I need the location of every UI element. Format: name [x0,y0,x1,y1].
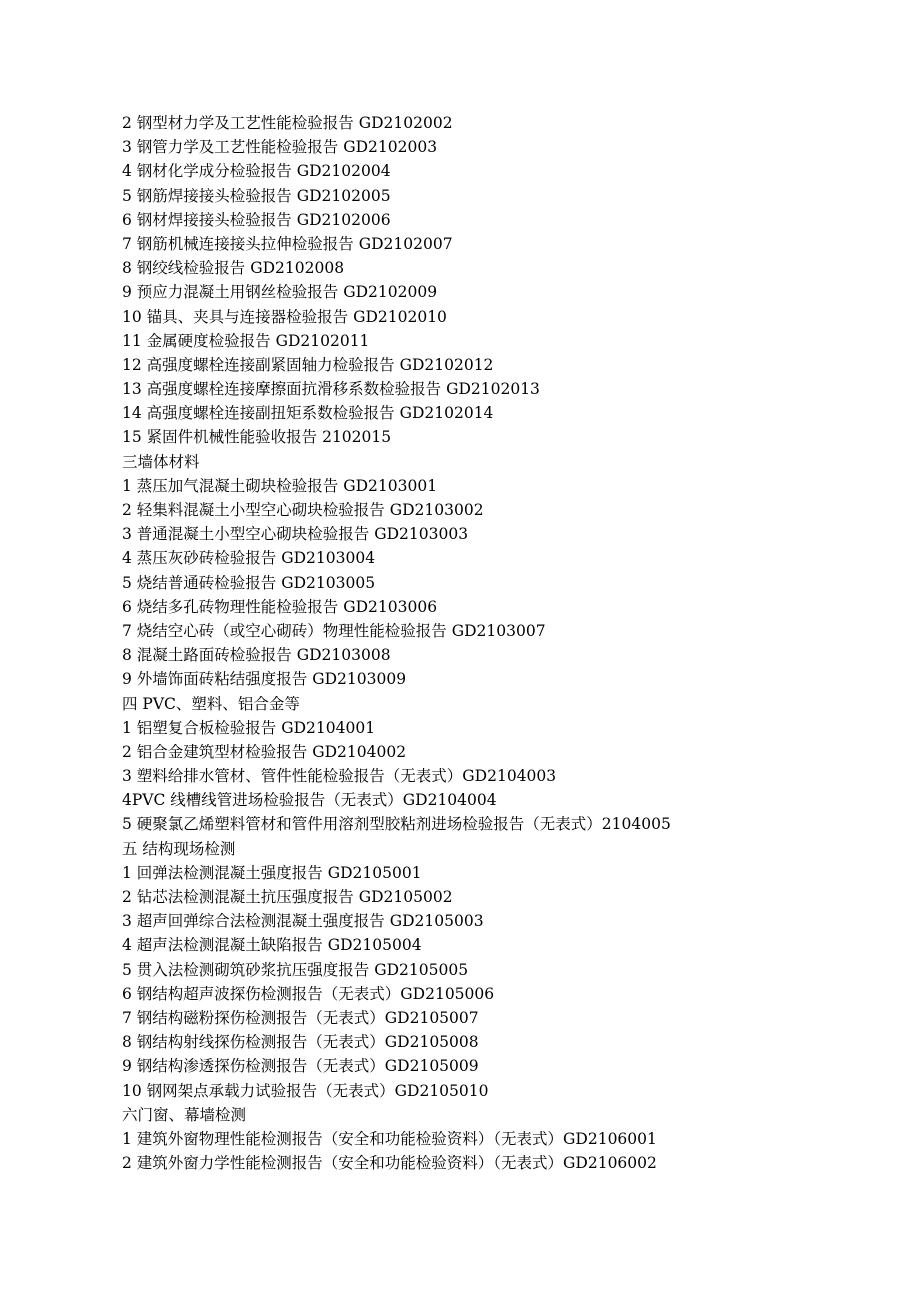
list-item: 1 铝塑复合板检验报告 GD2104001 [122,718,376,737]
list-item: 13 高强度螺栓连接摩擦面抗滑移系数检验报告 GD2102013 [122,380,540,399]
list-item: 5 硬聚氯乙烯塑料管材和管件用溶剂型胶粘剂进场检验报告（无表式）2104005 [122,815,671,834]
list-item: 4PVC 线槽线管进场检验报告（无表式）GD2104004 [122,791,497,810]
list-item: 1 建筑外窗物理性能检测报告（安全和功能检验资料）（无表式）GD2106001 [122,1129,657,1148]
list-item: 2 建筑外窗力学性能检测报告（安全和功能检验资料）（无表式）GD2106002 [122,1154,657,1173]
list-item: 11 金属硬度检验报告 GD2102011 [122,331,370,350]
list-item: 9 预应力混凝土用钢丝检验报告 GD2102009 [122,283,438,302]
list-item: 6 烧结多孔砖物理性能检验报告 GD2103006 [122,597,438,616]
list-item: 3 钢管力学及工艺性能检验报告 GD2102003 [122,138,438,157]
list-item: 1 回弹法检测混凝土强度报告 GD2105001 [122,863,422,882]
list-item: 3 超声回弹综合法检测混凝土强度报告 GD2105003 [122,912,484,931]
list-item: 6 钢结构超声波探伤检测报告（无表式）GD2105006 [122,984,495,1003]
list-item: 4 超声法检测混凝土缺陷报告 GD2105004 [122,936,422,955]
list-item: 8 钢绞线检验报告 GD2102008 [122,259,345,278]
list-item: 4 钢材化学成分检验报告 GD2102004 [122,162,391,181]
document-body [122,111,902,1175]
section-heading: 六门窗、幕墙检测 [122,1105,247,1124]
section-heading: 三墙体材料 [122,452,200,471]
list-item: 7 钢结构磁粉探伤检测报告（无表式）GD2105007 [122,1008,479,1027]
list-item: 3 塑料给排水管材、管件性能检验报告（无表式）GD2104003 [122,767,557,786]
list-item: 4 蒸压灰砂砖检验报告 GD2103004 [122,549,376,568]
list-item: 2 轻集料混凝土小型空心砌块检验报告 GD2103002 [122,501,484,519]
list-item: 2 钢型材力学及工艺性能检验报告 GD2102002 [122,114,453,132]
list-item: 5 贯入法检测砌筑砂浆抗压强度报告 GD2105005 [122,960,469,979]
list-item: 9 外墙饰面砖粘结强度报告 GD2103009 [122,670,407,689]
list-item: 14 高强度螺栓连接副扭矩系数检验报告 GD2102014 [122,404,494,423]
list-item: 7 钢筋机械连接接头拉伸检验报告 GD2102007 [122,234,453,253]
list-item: 8 钢结构射线探伤检测报告（无表式）GD2105008 [122,1033,479,1052]
list-item: 5 烧结普通砖检验报告 GD2103005 [122,573,376,592]
list-item: 10 锚具、夹具与连接器检验报告 GD2102010 [122,307,447,326]
section-heading: 四 PVC、塑料、铝合金等 [122,694,300,713]
list-item: 5 钢筋焊接接头检验报告 GD2102005 [122,186,391,205]
list-item: 12 高强度螺栓连接副紧固轴力检验报告 GD2102012 [122,355,494,374]
list-item: 15 紧固件机械性能验收报告 2102015 [122,428,392,447]
list-item: 2 铝合金建筑型材检验报告 GD2104002 [122,742,407,761]
list-item: 8 混凝土路面砖检验报告 GD2103008 [122,646,391,665]
list-item: 3 普通混凝土小型空心砌块检验报告 GD2103003 [122,525,469,544]
list-item: 9 钢结构渗透探伤检测报告（无表式）GD2105009 [122,1057,479,1076]
list-item: 1 蒸压加气混凝土砌块检验报告 GD2103001 [122,476,438,495]
section-heading: 五 结构现场检测 [122,839,236,858]
list-item: 6 钢材焊接接头检验报告 GD2102006 [122,210,391,229]
list-item: 7 烧结空心砖（或空心砌砖）物理性能检验报告 GD2103007 [122,621,546,640]
list-item: 10 钢网架点承载力试验报告（无表式）GD2105010 [122,1081,489,1100]
list-item: 2 钻芯法检测混凝土抗压强度报告 GD2105002 [122,888,453,906]
